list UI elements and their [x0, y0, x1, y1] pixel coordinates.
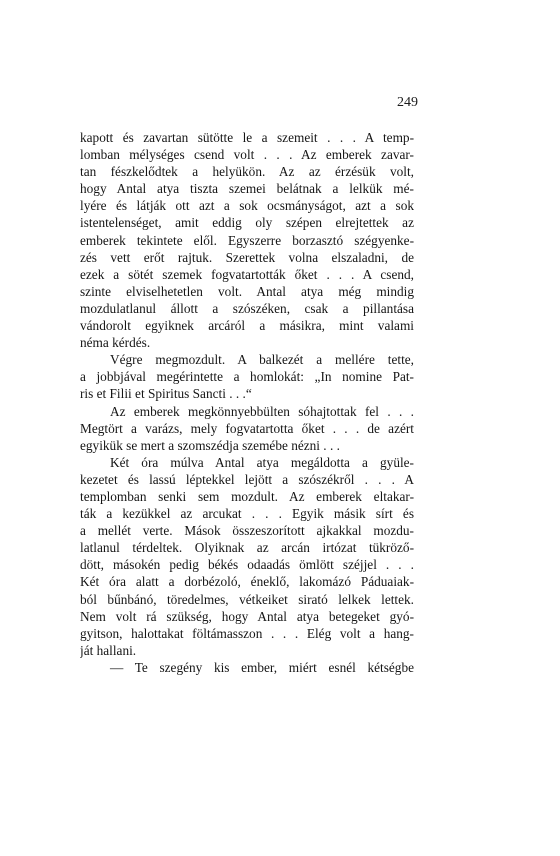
text-line: mozdulatlanul állott a szószéken, csak a pillantása: [80, 300, 414, 316]
text-line: kapott és zavartan sütötte le a szemeit . . . A temp-: [80, 130, 414, 145]
text-line: lomban mélységes csend volt . . . Az emberek zavar-: [80, 147, 414, 163]
text-line: Végre megmozdult. A balkezét a mellére tette,: [110, 352, 414, 368]
text-line: lyére és látják ott azt a sok ocsmányságot, azt a sok: [80, 198, 414, 214]
text-line: hogy Antal atya tiszta szemei belátnak a lelkük mé-: [80, 181, 414, 197]
text-line: ból bűnbánó, töredelmes, vétkeiket sirató lelkek lettek.: [80, 591, 414, 607]
text-line: tan fészkelődtek a helyükön. Az az érzésük volt,: [80, 164, 414, 180]
text-line: Az emberek megkönnyebbülten sóhajtottak fel . . .: [110, 403, 414, 419]
text-line: a mellét verte. Mások összeszorított ajkakkal mozdu-: [80, 523, 414, 539]
text-line: emberek tekintete elől. Egyszerre borzasztó szégyenke-: [80, 232, 414, 248]
text-line: templomban senki sem mozdult. Az emberek eltakar-: [80, 488, 414, 504]
text-line: zés vett erőt rajtuk. Szerettek volna elszaladni, de: [80, 249, 414, 265]
text-line: latlanul térdeltek. Olyiknak az arcán irtózat tükröző-: [80, 540, 414, 556]
text-line: Nem volt rá szükség, hogy Antal atya betegeket gyó-: [80, 608, 414, 624]
text-line: dött, másokén pedig békés odaadás ömlött széjjel . . .: [80, 557, 414, 573]
text-line: Két óra alatt a dorbézoló, éneklő, lakomázó Páduaiak-: [80, 574, 414, 590]
text-line: egyikük se mert a szomszédja szemébe nézni . . .: [80, 437, 340, 453]
body-text: [80, 129, 414, 676]
text-line: ezek a sötét szemek fogvatartották őket . . . A csend,: [80, 266, 414, 282]
text-line: vándorolt egyiknek arcáról a másikra, mint valami: [80, 318, 414, 334]
text-line: istentelenséget, amit eddig oly szépen elrejtettek az: [80, 215, 414, 231]
text-line: néma kérdés.: [80, 335, 151, 351]
text-line: gyitson, halottakat föltámasszon . . . Elég volt a hang-: [80, 625, 414, 641]
text-line: szinte elviselhetetlen volt. Antal atya még mindig: [80, 283, 414, 299]
text-line: Két óra múlva Antal atya megáldotta a gyüle-: [110, 454, 414, 470]
text-line: Megtört a varázs, mely fogvatartotta őket . . . de azért: [80, 420, 414, 436]
text-line: ták a kezükkel az arcukat . . . Egyik másik sírt és: [80, 506, 414, 522]
text-line: a jobbjával megérintette a homlokát: „In nomine Pat-: [80, 369, 414, 385]
text-line: — Te szegény kis ember, miért esnél kétségbe: [110, 659, 414, 675]
text-line: ját hallani.: [80, 642, 137, 658]
text-line: ris et Filii et Spiritus Sancti . . .“: [80, 386, 252, 402]
text-line: kezetet és lassú léptekkel lejött a szószékről . . . A: [80, 471, 414, 487]
page-number: 249: [397, 95, 418, 110]
